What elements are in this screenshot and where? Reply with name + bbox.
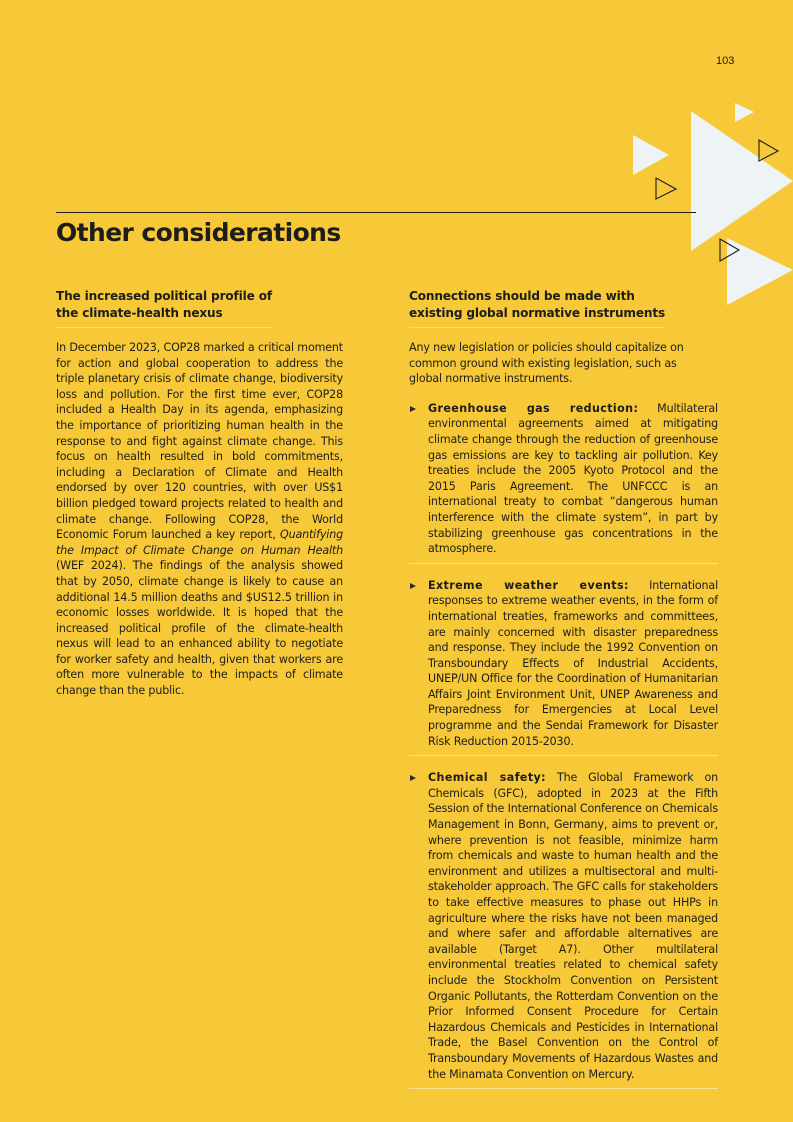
page-number: 103 (716, 55, 735, 67)
triangle-shape (633, 135, 669, 175)
list-item (409, 572, 718, 757)
left-paragraph-part1: In December 2023, COP28 marked a critical moment for action and global cooperation to address the triple planetary crisis of climate change, biodiversity loss and pollution. For the first time ever, COP28 included a Health Day in its agenda, emphasizing the importance of prioritizing human health in the response to and fight against climate change. This focus on health resulted in bold commitments, including a Declaration of Climate and Health endorsed by over 120 countries, with over US$1 billion pledged toward projects related to health and climate change. Following COP28, the World Economic Forum launched a key report, (56, 341, 343, 542)
triangle-shape (727, 238, 793, 305)
report-title-italic: Quantifying the Impact of Climate Change on Human Health (56, 528, 343, 557)
bullet-text: International responses to extreme weather events, in the form of international treaties, frameworks and committees, are mainly concerned with disaster preparedness and response. They include the 1992 Convention on Transboundary Effects of Industrial Accidents, UNEP/UN Office for the Coordination of Humanitarian Affairs Joint Environment Unit, UNEP Awareness and Preparedness for Emergencies at Local Level programme and the Sendai Framework for Disaster Risk Reduction 2015-2030. (428, 578, 719, 748)
bullet-label: Extreme weather events: (428, 578, 629, 592)
bullet-arrow-icon (410, 583, 416, 589)
instrument-list (409, 395, 718, 1089)
list-item (409, 764, 718, 1089)
triangle-outline (656, 178, 676, 199)
right-heading-line2: existing global normative instruments (409, 306, 666, 320)
right-section-heading (409, 288, 665, 328)
triangle-outline (759, 140, 778, 161)
bullet-arrow-icon (410, 775, 416, 781)
left-paragraph-part2: (WEF 2024). The findings of the analysis showed that by 2050, climate change is likely to cause an additional 14.5 million deaths and $US12.5 trillion in economic losses worldwide. It is hoped that the increased political profile of the climate-health nexus will lead to an enhanced ability to negotiate for worker safety and health, given that workers are often more vulnerable to the impacts of climate change than the public. (56, 559, 343, 698)
left-heading-line1: The increased political profile of (56, 289, 273, 303)
title-rule (56, 212, 696, 213)
left-section-heading (56, 288, 272, 328)
bullet-arrow-icon (410, 406, 416, 412)
right-intro: Any new legislation or policies should capitalize on common ground with existing legislation, such as global normative instruments. (409, 341, 684, 386)
bullet-label: Greenhouse gas reduction: (428, 401, 639, 415)
list-item (409, 395, 718, 564)
left-heading-line2: the climate-health nexus (56, 306, 223, 320)
right-column (409, 288, 719, 1097)
bullet-label: Chemical safety: (428, 771, 547, 785)
bullet-text: The Global Framework on Chemicals (GFC), adopted in 2023 at the Fifth Session of the International Conference on Chemicals Management in Bonn, Germany, aims to prevent or, where prevention is not feasible, minimize harm from chemicals and waste to human health and the environment and utilizes a multisectoral and multi-stakeholder approach. The GFC calls for stakeholders to take effective measures to phase out HHPs in agriculture where the risks have not been managed and where safer and affordable alternatives are available (Target A7). Other multilateral environmental treaties related to chemical safety include the Stockholm Convention on Persistent Organic Pollutants, the Rotterdam Convention on the Prior Informed Consent Procedure for Certain Hazardous Chemicals and Pesticides in International Trade, the Basel Convention on the Control of Transboundary Movements of Hazardous Wastes and the Minamata Convention on Mercury. (428, 771, 718, 1081)
bullet-text: Multilateral environmental agreements aimed at mitigating climate change through the reduction of greenhouse gas emissions are key to tackling air pollution. Key treaties include the 2005 Kyoto Protocol and the 2015 Paris Agreement. The UNFCCC is an international treaty to combat “dangerous human interference with the climate system”, in part by stabilizing greenhouse gas concentrations in the atmosphere. (428, 401, 718, 556)
left-paragraph (56, 340, 343, 699)
left-column (56, 288, 343, 699)
decorative-triangles (620, 96, 793, 316)
page-title: Other considerations (56, 218, 341, 247)
triangle-shape (735, 103, 754, 122)
right-heading-line1: Connections should be made with (409, 289, 635, 303)
triangle-shape (691, 111, 793, 251)
